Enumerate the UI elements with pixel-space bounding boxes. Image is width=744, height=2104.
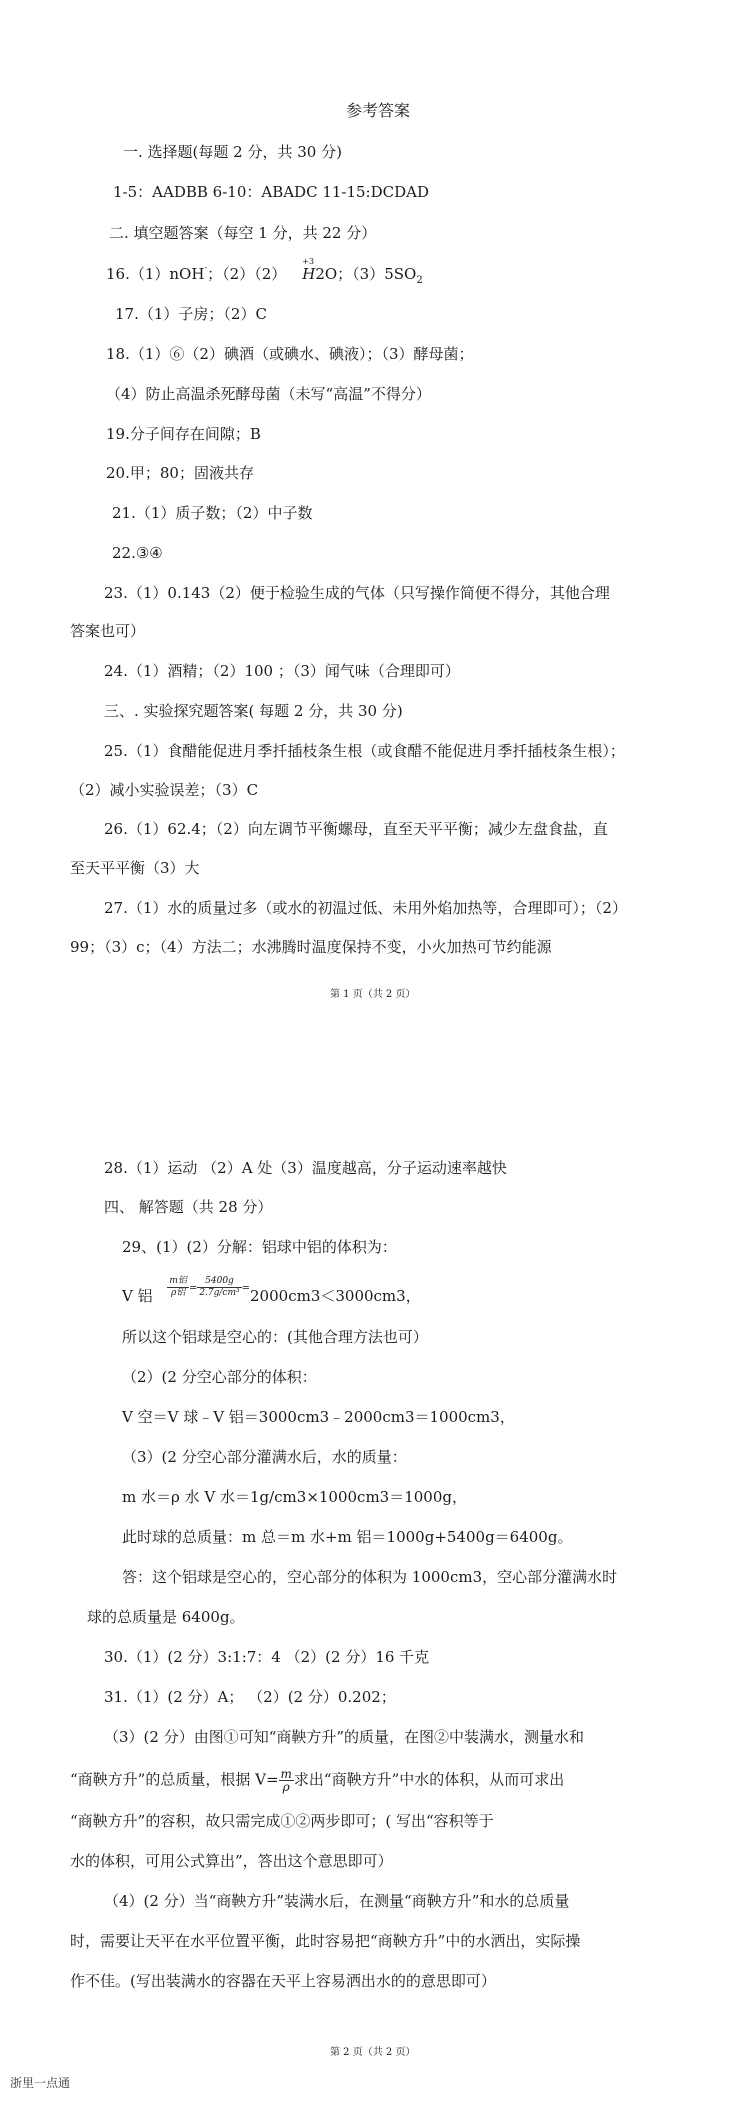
q16-valence: +3 [302, 257, 315, 266]
q16-superscript: - [204, 263, 208, 272]
answer-line: m 水＝ρ 水 V 水＝1g/cm3×1000cm3＝1000g， [122, 1488, 468, 1506]
answer-line: 28.（1）运动 （2）A 处（3）温度越高，分子运动速率越快 [104, 1159, 507, 1177]
page-title: 参考答案 [346, 101, 411, 120]
answer-line: （2）(2 分空心部分的体积： [122, 1368, 317, 1386]
answer-line: 时，需要让天平在水平位置平衡，此时容易把“商鞅方升”中的水洒出，实际操 [70, 1932, 581, 1950]
answer-line: 25.（1）食醋能促进月季扦插枝条生根（或食醋不能促进月季扦插枝条生根）； [104, 742, 625, 760]
answer-line: 17.（1）子房；（2）C [115, 305, 267, 323]
answer-line: 水的体积，可用公式算出”，答出这个意思即可） [70, 1852, 393, 1870]
q16-part2: ；（2）（2） [207, 265, 287, 283]
answer-line: 20.甲；80；固液共存 [106, 464, 254, 482]
formula-result: 2000cm3＜3000cm3， [250, 1287, 421, 1305]
formula-lead: V 铝 [122, 1287, 153, 1305]
q29-formula-line: V 铝 $\frac{\text{m铝}}{\text{ρ铝}}$ = $\frac{5400g}{\text{2.7g/cm³}}$ =2000cm3＜3000cm3， [122, 1275, 421, 1305]
answer-line: 18.（1）⑥（2）碘酒（或碘水、碘液）；（3）酵母菌； [106, 345, 474, 363]
answer-line: 球的总质量是 6400g。 [87, 1608, 245, 1626]
section-heading: 一. 选择题(每题 2 分，共 30 分) [123, 143, 342, 161]
answer-line: 答案也可） [70, 622, 146, 640]
q16-part1: 16.（1）nOH [106, 265, 205, 283]
answer-line: 31.（1）(2 分）A； （2）(2 分）0.202； [104, 1688, 396, 1706]
answer-line: （3）(2 分）由图①可知“商鞅方升”的质量，在图②中装满水，测量水和 [104, 1728, 585, 1746]
answer-line: 作不佳。(写出装满水的容器在天平上容易洒出水的的意思即可） [70, 1972, 496, 1990]
answer-line: “商鞅方升”的容积，故只需完成①②两步即可；( 写出“容积等于 [70, 1812, 494, 1830]
answer-line: （3）(2 分空心部分灌满水后，水的质量： [122, 1448, 407, 1466]
page-footer: 第 1 页（共 2 页） [330, 989, 416, 1000]
answer-line: （4）防止高温杀死酵母菌（未写“高温”不得分） [106, 385, 431, 403]
section-heading: 四、 解答题（共 28 分） [104, 1198, 273, 1216]
q31-formula-line: “商鞅方升”的总质量，根据 V= $\frac{m}{\rho}$ 求出“商鞅方升”中水的体积，从而可求出 [70, 1767, 565, 1794]
answer-line: （4）(2 分）当“商鞅方升”装满水后，在测量“商鞅方升”和水的总质量 [104, 1892, 570, 1910]
page-footer: 第 2 页（共 2 页） [330, 2047, 416, 2058]
answer-line: 30.（1）(2 分）3:1:7：4 （2）(2 分）16 千克 [104, 1648, 430, 1666]
fraction-m-over-rho: $\frac{m}{\rho}$ [280, 1767, 292, 1794]
answer-line: 此时球的总质量：m 总＝m 水+m 铝＝1000g+5400g＝6400g。 [122, 1528, 573, 1546]
watermark-text: 浙里一点通 [10, 2076, 71, 2090]
answer-line: 22.③④ [112, 544, 163, 562]
answer-line: 21.（1）质子数；（2）中子数 [112, 504, 313, 522]
answer-line: 1-5：AADBB 6-10：ABADC 11-15:DCDAD [113, 183, 430, 201]
q16-element: H [302, 265, 316, 283]
section-heading: 三、. 实验探究题答案( 每题 2 分，共 30 分) [104, 702, 403, 720]
answer-line: 至天平平衡（3）大 [70, 859, 200, 877]
answer-line: 24.（1）酒精；（2）100 ；（3）闻气味（合理即可） [104, 662, 460, 680]
answer-line: 26.（1）62.4；（2）向左调节平衡螺母，直至天平平衡；减少左盘食盐，直 [104, 820, 608, 838]
answer-line: （2）减小实验误差；（3）C [70, 781, 259, 799]
section-heading: 二. 填空题答案（每空 1 分，共 22 分） [109, 224, 377, 242]
answer-line: 23.（1）0.143（2）便于检验生成的气体（只写操作简便不得分，其他合理 [104, 584, 610, 602]
fraction-mass-density: $\frac{\text{m铝}}{\text{ρ铝}}$ [169, 1275, 187, 1298]
answer-line: 27.（1）水的质量过多（或水的初温过低、未用外焰加热等，合理即可）；（2） [104, 899, 627, 917]
q16-subscript: 2 [416, 275, 423, 286]
answer-line: V 空＝V 球﹣V 铝＝3000cm3﹣2000cm3＝1000cm3， [122, 1408, 515, 1426]
answer-line-q16 [106, 257, 423, 288]
answer-line: 19.分子间存在间隙；B [106, 425, 261, 443]
answer-line: 99；（3）c；（4）方法二；水沸腾时温度保持不变，小火加热可节约能源 [70, 938, 552, 956]
answer-line: 答：这个铝球是空心的，空心部分的体积为 1000cm3，空心部分灌满水时 [122, 1568, 618, 1586]
answer-line: 所以这个铝球是空心的：(其他合理方法也可） [122, 1328, 428, 1346]
q16-part3: 2O；（3）5SO [315, 265, 417, 283]
fraction-values: $\frac{5400g}{\text{2.7g/cm³}}$ [199, 1275, 240, 1298]
answer-line: 29、(1）(2）分解：铝球中铝的体积为： [122, 1238, 397, 1256]
